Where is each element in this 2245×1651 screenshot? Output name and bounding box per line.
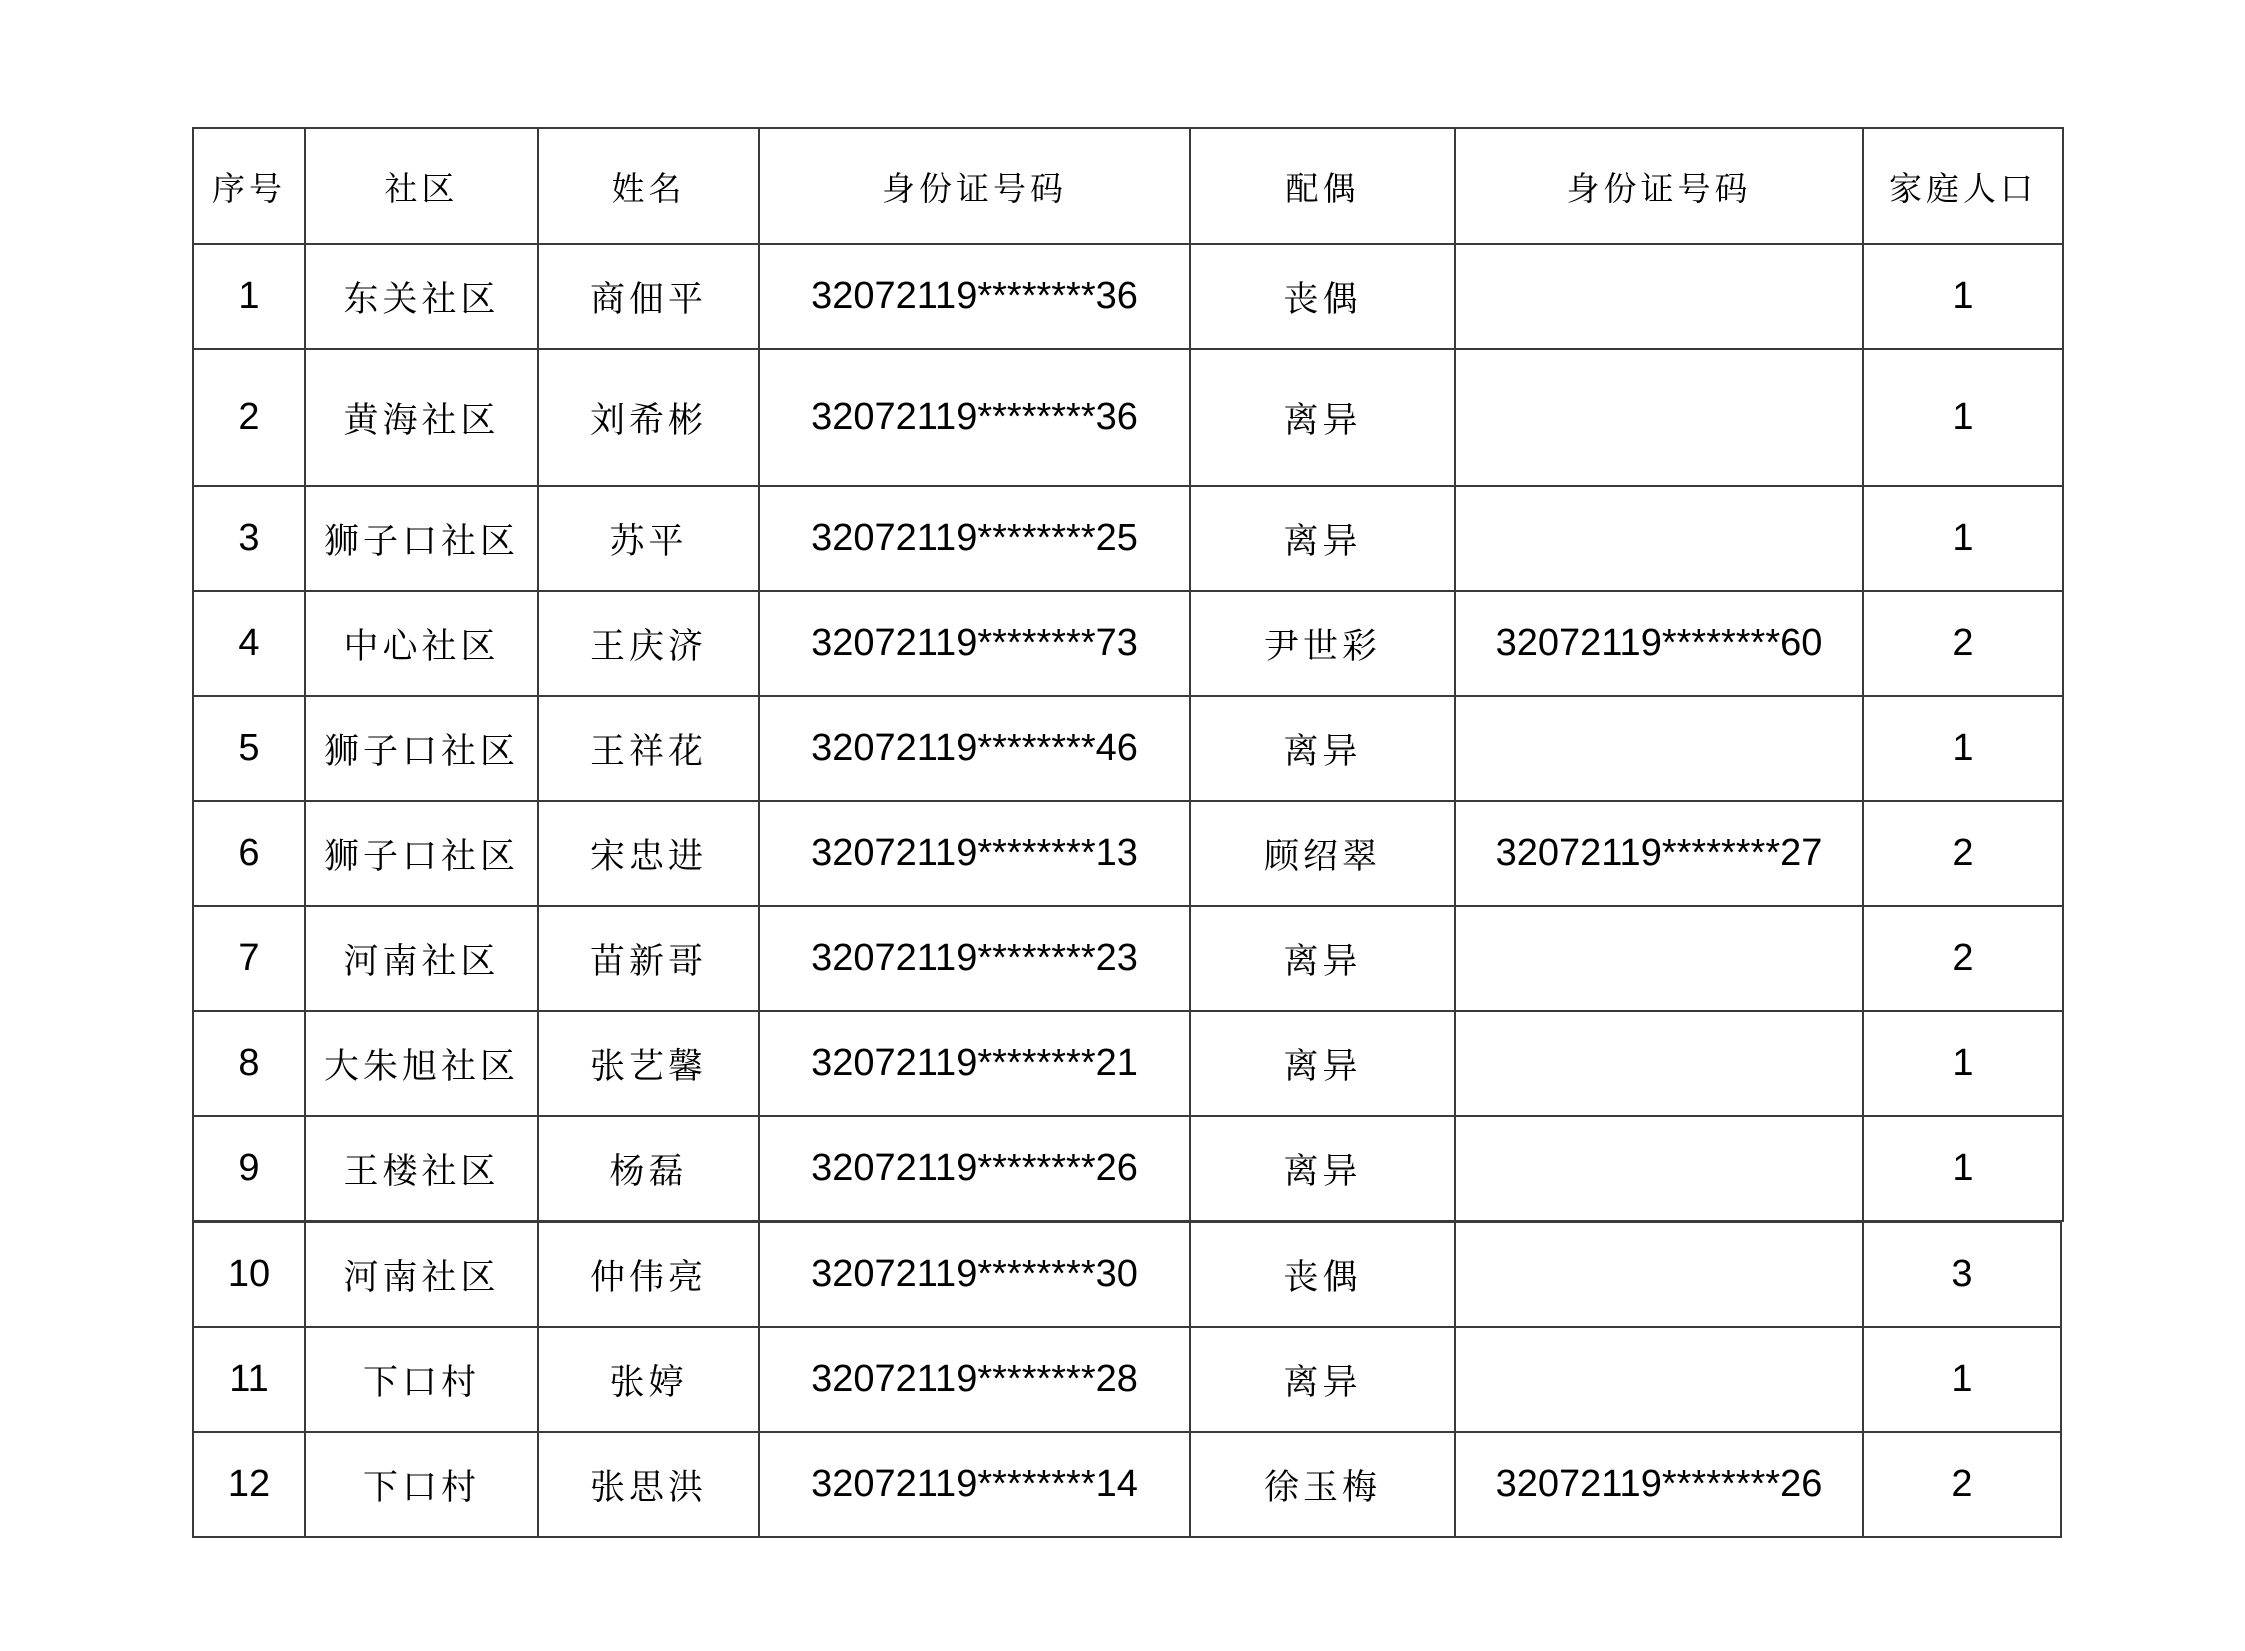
cell-spouse: 丧偶 — [1190, 244, 1455, 349]
cell-id-number: 32072119********13 — [759, 801, 1190, 906]
cell-spouse: 离异 — [1190, 486, 1455, 591]
cell-family-size: 1 — [1863, 696, 2063, 801]
cell-id-number: 32072119********26 — [759, 1116, 1190, 1221]
cell-spouse-id-number — [1455, 349, 1863, 486]
cell-family-size: 2 — [1863, 1432, 2061, 1537]
cell-id-number: 32072119********21 — [759, 1011, 1190, 1116]
cell-spouse-id-number — [1455, 244, 1863, 349]
cell-family-size: 1 — [1863, 349, 2063, 486]
cell-seq: 5 — [193, 696, 305, 801]
cell-community: 王楼社区 — [305, 1116, 538, 1221]
cell-seq: 10 — [193, 1222, 305, 1327]
header-spouse-id-number: 身份证号码 — [1455, 128, 1863, 244]
cell-spouse-id-number — [1455, 1011, 1863, 1116]
cell-name: 苏平 — [538, 486, 759, 591]
cell-id-number: 32072119********23 — [759, 906, 1190, 1011]
cell-family-size: 1 — [1863, 1116, 2063, 1221]
cell-name: 苗新哥 — [538, 906, 759, 1011]
cell-community: 狮子口社区 — [305, 801, 538, 906]
cell-name: 宋忠进 — [538, 801, 759, 906]
table-row — [193, 486, 2063, 591]
cell-id-number: 32072119********73 — [759, 591, 1190, 696]
cell-name: 张艺馨 — [538, 1011, 759, 1116]
table-row — [193, 1116, 2063, 1221]
cell-spouse-id-number — [1455, 1222, 1863, 1327]
table-row — [193, 1222, 2061, 1327]
cell-id-number: 32072119********28 — [759, 1327, 1190, 1432]
cell-id-number: 32072119********25 — [759, 486, 1190, 591]
cell-spouse-id-number: 32072119********60 — [1455, 591, 1863, 696]
cell-seq: 4 — [193, 591, 305, 696]
header-seq: 序号 — [193, 128, 305, 244]
cell-id-number: 32072119********46 — [759, 696, 1190, 801]
cell-seq: 11 — [193, 1327, 305, 1432]
table-row — [193, 906, 2063, 1011]
cell-seq: 8 — [193, 1011, 305, 1116]
cell-community: 黄海社区 — [305, 349, 538, 486]
cell-spouse: 离异 — [1190, 1327, 1455, 1432]
cell-seq: 7 — [193, 906, 305, 1011]
cell-spouse-id-number: 32072119********27 — [1455, 801, 1863, 906]
table-row — [193, 591, 2063, 696]
cell-family-size: 1 — [1863, 1327, 2061, 1432]
cell-community: 大朱旭社区 — [305, 1011, 538, 1116]
header-community: 社区 — [305, 128, 538, 244]
cell-community: 下口村 — [305, 1327, 538, 1432]
household-table-part1 — [192, 127, 2064, 1222]
cell-community: 狮子口社区 — [305, 696, 538, 801]
cell-spouse: 尹世彩 — [1190, 591, 1455, 696]
cell-spouse-id-number — [1455, 696, 1863, 801]
header-name: 姓名 — [538, 128, 759, 244]
table-row — [193, 244, 2063, 349]
cell-community: 河南社区 — [305, 906, 538, 1011]
cell-name: 王祥花 — [538, 696, 759, 801]
table-row — [193, 1011, 2063, 1116]
cell-seq: 3 — [193, 486, 305, 591]
cell-spouse-id-number — [1455, 1327, 1863, 1432]
cell-community: 中心社区 — [305, 591, 538, 696]
header-spouse: 配偶 — [1190, 128, 1455, 244]
cell-family-size: 3 — [1863, 1222, 2061, 1327]
cell-id-number: 32072119********14 — [759, 1432, 1190, 1537]
household-table-part2 — [192, 1221, 2062, 1538]
cell-seq: 9 — [193, 1116, 305, 1221]
cell-family-size: 1 — [1863, 1011, 2063, 1116]
cell-id-number: 32072119********36 — [759, 349, 1190, 486]
header-row — [193, 128, 2063, 244]
cell-family-size: 1 — [1863, 244, 2063, 349]
cell-community: 河南社区 — [305, 1222, 538, 1327]
cell-community: 狮子口社区 — [305, 486, 538, 591]
cell-community: 下口村 — [305, 1432, 538, 1537]
cell-spouse: 丧偶 — [1190, 1222, 1455, 1327]
table-row — [193, 1327, 2061, 1432]
cell-id-number: 32072119********30 — [759, 1222, 1190, 1327]
cell-family-size: 2 — [1863, 591, 2063, 696]
table-row — [193, 696, 2063, 801]
cell-spouse-id-number: 32072119********26 — [1455, 1432, 1863, 1537]
cell-seq: 12 — [193, 1432, 305, 1537]
table-row — [193, 1432, 2061, 1537]
cell-name: 张婷 — [538, 1327, 759, 1432]
cell-name: 王庆济 — [538, 591, 759, 696]
table-row — [193, 349, 2063, 486]
header-id-number: 身份证号码 — [759, 128, 1190, 244]
cell-family-size: 2 — [1863, 801, 2063, 906]
cell-spouse: 离异 — [1190, 906, 1455, 1011]
cell-name: 杨磊 — [538, 1116, 759, 1221]
cell-name: 仲伟亮 — [538, 1222, 759, 1327]
cell-spouse: 离异 — [1190, 1116, 1455, 1221]
cell-family-size: 1 — [1863, 486, 2063, 591]
cell-seq: 1 — [193, 244, 305, 349]
cell-name: 张思洪 — [538, 1432, 759, 1537]
cell-family-size: 2 — [1863, 906, 2063, 1011]
cell-spouse: 离异 — [1190, 696, 1455, 801]
cell-seq: 2 — [193, 349, 305, 486]
cell-spouse-id-number — [1455, 486, 1863, 591]
cell-name: 商佃平 — [538, 244, 759, 349]
cell-spouse-id-number — [1455, 1116, 1863, 1221]
cell-spouse-id-number — [1455, 906, 1863, 1011]
cell-spouse: 顾绍翠 — [1190, 801, 1455, 906]
header-family-size: 家庭人口 — [1863, 128, 2063, 244]
cell-spouse: 离异 — [1190, 1011, 1455, 1116]
cell-community: 东关社区 — [305, 244, 538, 349]
cell-spouse: 离异 — [1190, 349, 1455, 486]
cell-name: 刘希彬 — [538, 349, 759, 486]
cell-seq: 6 — [193, 801, 305, 906]
cell-id-number: 32072119********36 — [759, 244, 1190, 349]
cell-spouse: 徐玉梅 — [1190, 1432, 1455, 1537]
table-row — [193, 801, 2063, 906]
